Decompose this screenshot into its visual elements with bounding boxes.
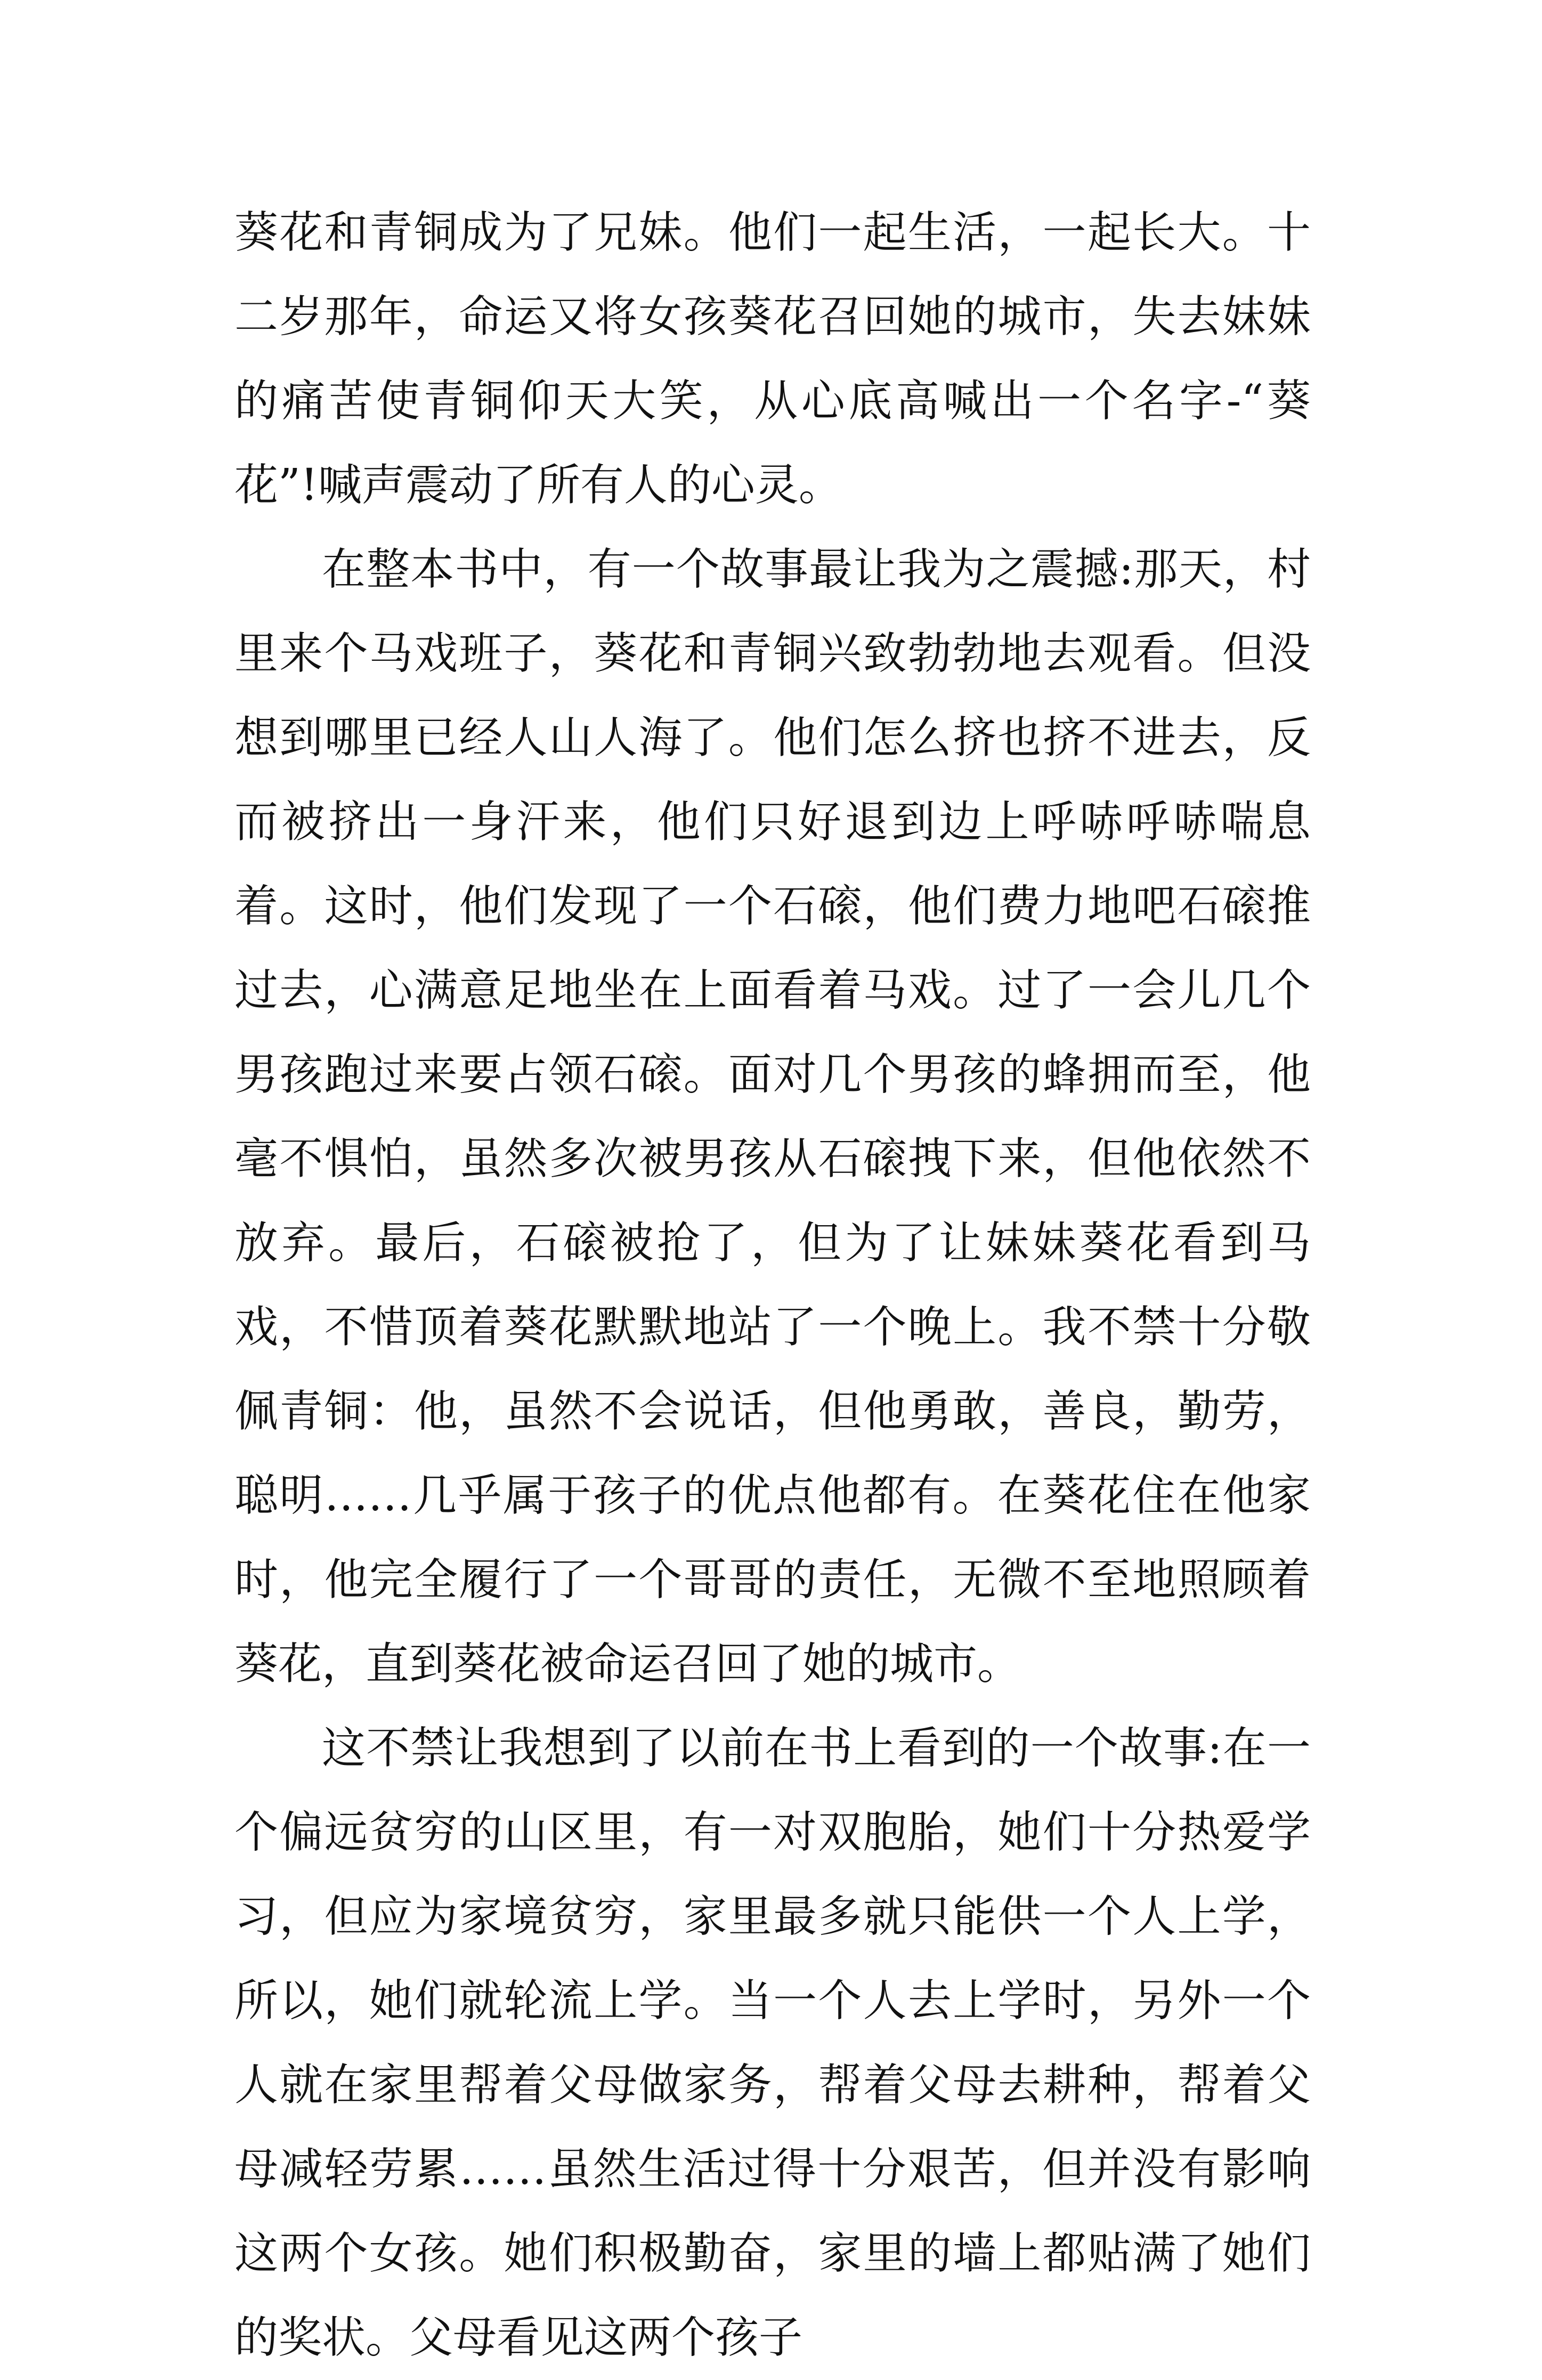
- body-text: [234, 191, 1311, 2380]
- paragraph-1: 葵花和青铜成为了兄妹。他们一起生活，一起长大。十二岁那年，命运又将女孩葵花召回她的城市，失去妹妹的痛苦使青铜仰天大笑，从心底高喊出一个名字-“葵花”!喊声震动了所有人的心灵。: [234, 207, 1311, 511]
- paragraph-3: 这不禁让我想到了以前在书上看到的一个故事:在一个偏远贫穷的山区里，有一对双胞胎，她们十分热爱学习，但应为家境贫穷，家里最多就只能供一个人上学，所以，她们就轮流上学。当一个人去上学时，另外一个人就在家里帮着父母做家务，帮着父母去耕种，帮着父母减轻劳累……虽然生活过得十分艰苦，但并没有影响这两个女孩。她们积极勤奋，家里的墙上都贴满了她们的奖状。父母看见这两个孩子: [234, 1723, 1311, 2363]
- paragraph-2: 在整本书中，有一个故事最让我为之震撼:那天，村里来个马戏班子，葵花和青铜兴致勃勃地去观看。但没想到哪里已经人山人海了。他们怎么挤也挤不进去，反而被挤出一身汗来，他们只好退到边上呼哧呼哧喘息着。这时，他们发现了一个石磙，他们费力地吧石磙推过去，心满意足地坐在上面看着马戏。过了一会儿几个男孩跑过来要占领石磙。面对几个男孩的蜂拥而至，他毫不惧怕，虽然多次被男孩从石磙拽下来，但他依然不放弃。最后，石磙被抢了，但为了让妹妹葵花看到马戏，不惜顶着葵花默默地站了一个晚上。我不禁十分敬佩青铜：他，虽然不会说话，但他勇敢，善良，勤劳，聪明……几乎属于孩子的优点他都有。在葵花住在他家时，他完全履行了一个哥哥的责任，无微不至地照顾着葵花，直到葵花被命运召回了她的城市。: [234, 544, 1311, 1689]
